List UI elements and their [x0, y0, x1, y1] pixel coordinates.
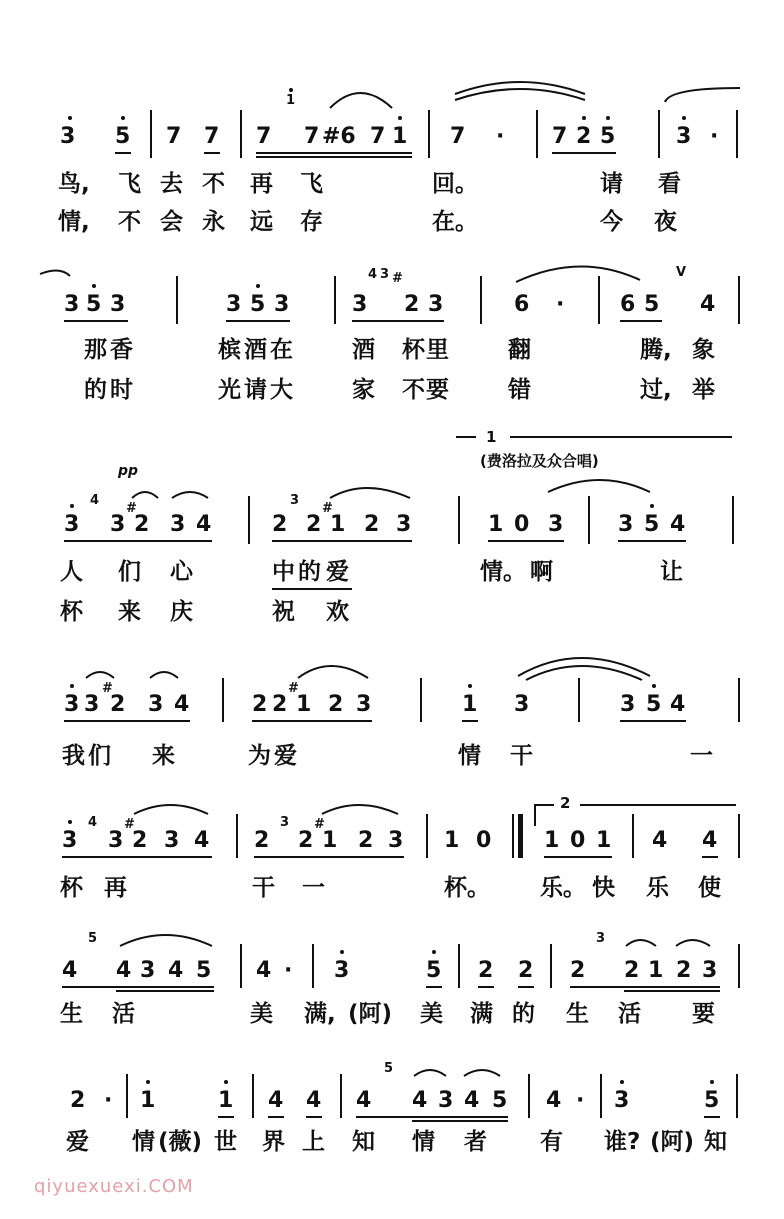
note: 4 [546, 1088, 562, 1113]
lyric-char: 远 [250, 209, 273, 235]
grace-note: 3 [280, 815, 290, 830]
note: 4 [670, 512, 686, 537]
note: 2 [364, 512, 380, 537]
note: 1 [462, 692, 478, 717]
note: 5 [196, 958, 212, 983]
grace-note: 1 [286, 93, 296, 108]
note: 3 [334, 958, 350, 983]
lyric-char: 让 [660, 559, 683, 585]
note: 7 [166, 124, 182, 149]
lyric-char: 杯。 [444, 875, 490, 901]
note: 1 [488, 512, 504, 537]
grace-note: 5 [384, 1061, 394, 1076]
note: 5 [644, 512, 660, 537]
note: 3 [60, 124, 76, 149]
note: 1 [648, 958, 664, 983]
lyric-char: 活 [112, 1001, 135, 1027]
lyric-char: 世 [214, 1129, 237, 1155]
note: 3 [428, 292, 444, 317]
note: 5 [704, 1088, 720, 1113]
watermark: qiyuexuexi.COM [34, 1176, 194, 1197]
note: 4 [652, 828, 668, 853]
breath-mark: V [676, 265, 687, 280]
note: 6 [514, 292, 530, 317]
sharp: # [322, 501, 333, 516]
sharp: # [288, 681, 299, 696]
note: 1 [392, 124, 408, 149]
note: 7 [204, 124, 220, 149]
note: 3 [356, 692, 372, 717]
slur-marks [0, 1048, 784, 1128]
note: 2 [272, 692, 288, 717]
note: 7 [450, 124, 466, 149]
note: · [710, 124, 719, 149]
grace-note: 4 [368, 267, 378, 282]
note: 4 [256, 958, 272, 983]
lyric-char: 杯 [60, 875, 83, 901]
lyric-char: 谁? [604, 1129, 641, 1155]
note: · [496, 124, 505, 149]
note: 1 [330, 512, 346, 537]
note: 4 [168, 958, 184, 983]
lyric-char: 活 [618, 1001, 641, 1027]
grace-note: 5 [88, 931, 98, 946]
note: 3 [548, 512, 564, 537]
volta-number: 1 [486, 428, 497, 446]
slur-marks [0, 252, 784, 332]
lyric-char: 美 [420, 1001, 443, 1027]
note: 7 [256, 124, 272, 149]
lyric-char: 者 [464, 1129, 487, 1155]
lyric-char: 再 [104, 875, 127, 901]
note: 3 [110, 292, 126, 317]
lyric-char: 上 [302, 1129, 325, 1155]
lyric-char: 不 [202, 171, 225, 197]
lyric-char: 象 [692, 337, 715, 363]
note: 2 [110, 692, 126, 717]
lyric-char: 一 [302, 875, 325, 901]
lyric-char: 错 [508, 377, 531, 403]
lyric-char: 要 [426, 377, 449, 403]
lyric-char: 情 [458, 743, 481, 769]
note: 2 [134, 512, 150, 537]
note: 5 [644, 292, 660, 317]
note: 7 [552, 124, 568, 149]
note: 3 [164, 828, 180, 853]
lyric-char: 们 [88, 743, 111, 769]
note: 4 [268, 1088, 284, 1113]
note: 2 [70, 1088, 86, 1113]
note: 4 [196, 512, 212, 537]
note: · [284, 958, 293, 983]
lyric-char: 爱 [274, 743, 297, 769]
lyric-char: 知 [704, 1129, 727, 1155]
lyric-char: 庆 [170, 599, 193, 625]
lyric-char: 香 [110, 337, 133, 363]
lyric-char: 酒 [352, 337, 375, 363]
lyric-char: 来 [118, 599, 141, 625]
lyric-char: 爱 [326, 559, 349, 585]
lyric-char: 生 [566, 1001, 589, 1027]
note: 5 [426, 958, 442, 983]
note: 2 [252, 692, 268, 717]
lyric-char: 今 [600, 209, 623, 235]
dynamic-marking: pp [118, 463, 139, 479]
slur-marks [0, 80, 784, 170]
lyric-char: 光 [218, 377, 241, 403]
lyric-char: 里 [426, 337, 449, 363]
note: 1 [296, 692, 312, 717]
note: 3 [618, 512, 634, 537]
lyric-char: 啊 [530, 559, 553, 585]
lyric-char: 会 [160, 209, 183, 235]
lyric-char: 槟 [218, 337, 241, 363]
lyric-char: (阿) [348, 1001, 393, 1027]
lyric-char: 在。 [432, 209, 478, 235]
note: 0 [476, 828, 492, 853]
note: 3 [110, 512, 126, 537]
note: 5 [646, 692, 662, 717]
lyric-char: 不 [118, 209, 141, 235]
lyric-char: 我 [62, 743, 85, 769]
note: 3 [140, 958, 156, 983]
note: 3 [396, 512, 412, 537]
lyric-char: 界 [262, 1129, 285, 1155]
lyric-char: 那 [84, 337, 107, 363]
lyric-char: 为 [248, 743, 271, 769]
lyric-char: 永 [202, 209, 225, 235]
note: 4 [194, 828, 210, 853]
lyric-char: 家 [352, 377, 375, 403]
note: 2 [306, 512, 322, 537]
grace-note: 3 [290, 493, 300, 508]
performers-note: (费洛拉及众合唱) [480, 452, 599, 470]
note: 1 [218, 1088, 234, 1113]
lyric-char: 酒 [244, 337, 267, 363]
note: 3 [64, 692, 80, 717]
note: 2 [478, 958, 494, 983]
note: #6 [322, 124, 356, 149]
lyric-char: (薇) [158, 1129, 203, 1155]
note: 5 [492, 1088, 508, 1113]
note: 6 [620, 292, 636, 317]
lyric-char: 请 [244, 377, 267, 403]
lyric-char: 看 [658, 171, 681, 197]
note: 2 [676, 958, 692, 983]
lyric-char: 大 [270, 377, 293, 403]
note: 1 [322, 828, 338, 853]
note: 3 [62, 828, 78, 853]
note: 3 [702, 958, 718, 983]
note: 3 [620, 692, 636, 717]
sharp: # [126, 501, 137, 516]
note: 4 [464, 1088, 480, 1113]
grace-note: 3 [380, 267, 390, 282]
lyric-char: 杯 [402, 337, 425, 363]
lyric-char: 一 [690, 743, 713, 769]
note: 4 [412, 1088, 428, 1113]
slur-marks [0, 790, 784, 870]
note: 1 [140, 1088, 156, 1113]
lyric-char: 时 [110, 377, 133, 403]
lyric-char: 满, [304, 1001, 336, 1027]
lyric-char: 举 [692, 377, 715, 403]
lyric-char: 人 [60, 559, 83, 585]
note: 3 [170, 512, 186, 537]
note: 3 [274, 292, 290, 317]
note: 3 [108, 828, 124, 853]
grace-note: 4 [90, 493, 100, 508]
lyric-char: 乐。 [540, 875, 586, 901]
note: 2 [570, 958, 586, 983]
lyric-char: 来 [152, 743, 175, 769]
lyric-char: 腾, [640, 337, 672, 363]
lyric-char: 鸟, [58, 171, 90, 197]
note: 1 [544, 828, 560, 853]
lyric-char: 知 [352, 1129, 375, 1155]
lyric-char: 乐 [646, 875, 669, 901]
note: 4 [356, 1088, 372, 1113]
lyric-char: 的 [298, 559, 321, 585]
note: 4 [116, 958, 132, 983]
lyric-char: 祝 [272, 599, 295, 625]
note: 4 [62, 958, 78, 983]
lyric-char: 杯 [60, 599, 83, 625]
lyric-char: 有 [540, 1129, 563, 1155]
note: 2 [518, 958, 534, 983]
note: 3 [438, 1088, 454, 1113]
note: 2 [358, 828, 374, 853]
note: 3 [676, 124, 692, 149]
note: · [104, 1088, 113, 1113]
note: 7 [370, 124, 386, 149]
note: 3 [514, 692, 530, 717]
lyric-char: 再 [250, 171, 273, 197]
lyric-char: 飞 [300, 171, 323, 197]
note: 3 [226, 292, 242, 317]
slur-marks [0, 428, 784, 558]
lyric-char: 干 [252, 875, 275, 901]
lyric-char: 请 [600, 171, 623, 197]
note: 3 [388, 828, 404, 853]
note: 2 [298, 828, 314, 853]
grace-note: 4 [88, 815, 98, 830]
note: 3 [614, 1088, 630, 1113]
lyric-char: 不 [402, 377, 425, 403]
lyric-char: 美 [250, 1001, 273, 1027]
note: 4 [670, 692, 686, 717]
lyric-char: 情, [58, 209, 90, 235]
note: 2 [328, 692, 344, 717]
lyric-char: 过, [640, 377, 672, 403]
sharp: # [124, 817, 135, 832]
lyric-underline [272, 588, 352, 590]
sharp: # [392, 271, 403, 286]
note: 5 [600, 124, 616, 149]
slur-marks [0, 640, 784, 740]
note: · [556, 292, 565, 317]
lyric-char: 的 [512, 1001, 535, 1027]
lyric-char: 情 [412, 1129, 435, 1155]
lyric-char: 干 [510, 743, 533, 769]
lyric-char: 的 [84, 377, 107, 403]
note: 5 [86, 292, 102, 317]
note: 3 [84, 692, 100, 717]
lyric-char: 要 [692, 1001, 715, 1027]
lyric-char: (阿) [650, 1129, 695, 1155]
note: 3 [64, 292, 80, 317]
lyric-char: 爱 [66, 1129, 89, 1155]
lyric-char: 快 [592, 875, 615, 901]
lyric-char: 欢 [326, 599, 349, 625]
sharp: # [102, 681, 113, 696]
lyric-char: 在 [270, 337, 293, 363]
note: 2 [576, 124, 592, 149]
lyric-char: 情 [132, 1129, 155, 1155]
lyric-char: 使 [698, 875, 721, 901]
lyric-char: 们 [118, 559, 141, 585]
note: 3 [352, 292, 368, 317]
lyric-char: 飞 [118, 171, 141, 197]
note: 2 [404, 292, 420, 317]
sharp: # [314, 817, 325, 832]
lyric-char: 满 [470, 1001, 493, 1027]
note: · [576, 1088, 585, 1113]
note: 2 [624, 958, 640, 983]
note: 3 [148, 692, 164, 717]
lyric-char: 生 [60, 1001, 83, 1027]
note: 2 [254, 828, 270, 853]
note: 3 [64, 512, 80, 537]
note: 4 [306, 1088, 322, 1113]
lyric-char: 情。 [480, 559, 526, 585]
lyric-char: 翻 [508, 337, 531, 363]
note: 5 [250, 292, 266, 317]
lyric-char: 夜 [654, 209, 677, 235]
grace-note: 3 [596, 931, 606, 946]
note: 2 [272, 512, 288, 537]
note: 7 [304, 124, 320, 149]
note: 1 [596, 828, 612, 853]
note: 4 [702, 828, 718, 853]
note: 2 [132, 828, 148, 853]
note: 1 [444, 828, 460, 853]
volta-number: 2 [560, 794, 571, 812]
lyric-char: 中 [272, 559, 295, 585]
lyric-char: 心 [170, 559, 193, 585]
note: 5 [115, 124, 131, 149]
lyric-char: 去 [160, 171, 183, 197]
slur-marks [0, 920, 784, 1000]
lyric-char: 存 [300, 209, 323, 235]
note: 0 [570, 828, 586, 853]
note: 4 [700, 292, 716, 317]
lyric-char: 回。 [432, 171, 478, 197]
note: 4 [174, 692, 190, 717]
note: 0 [514, 512, 530, 537]
